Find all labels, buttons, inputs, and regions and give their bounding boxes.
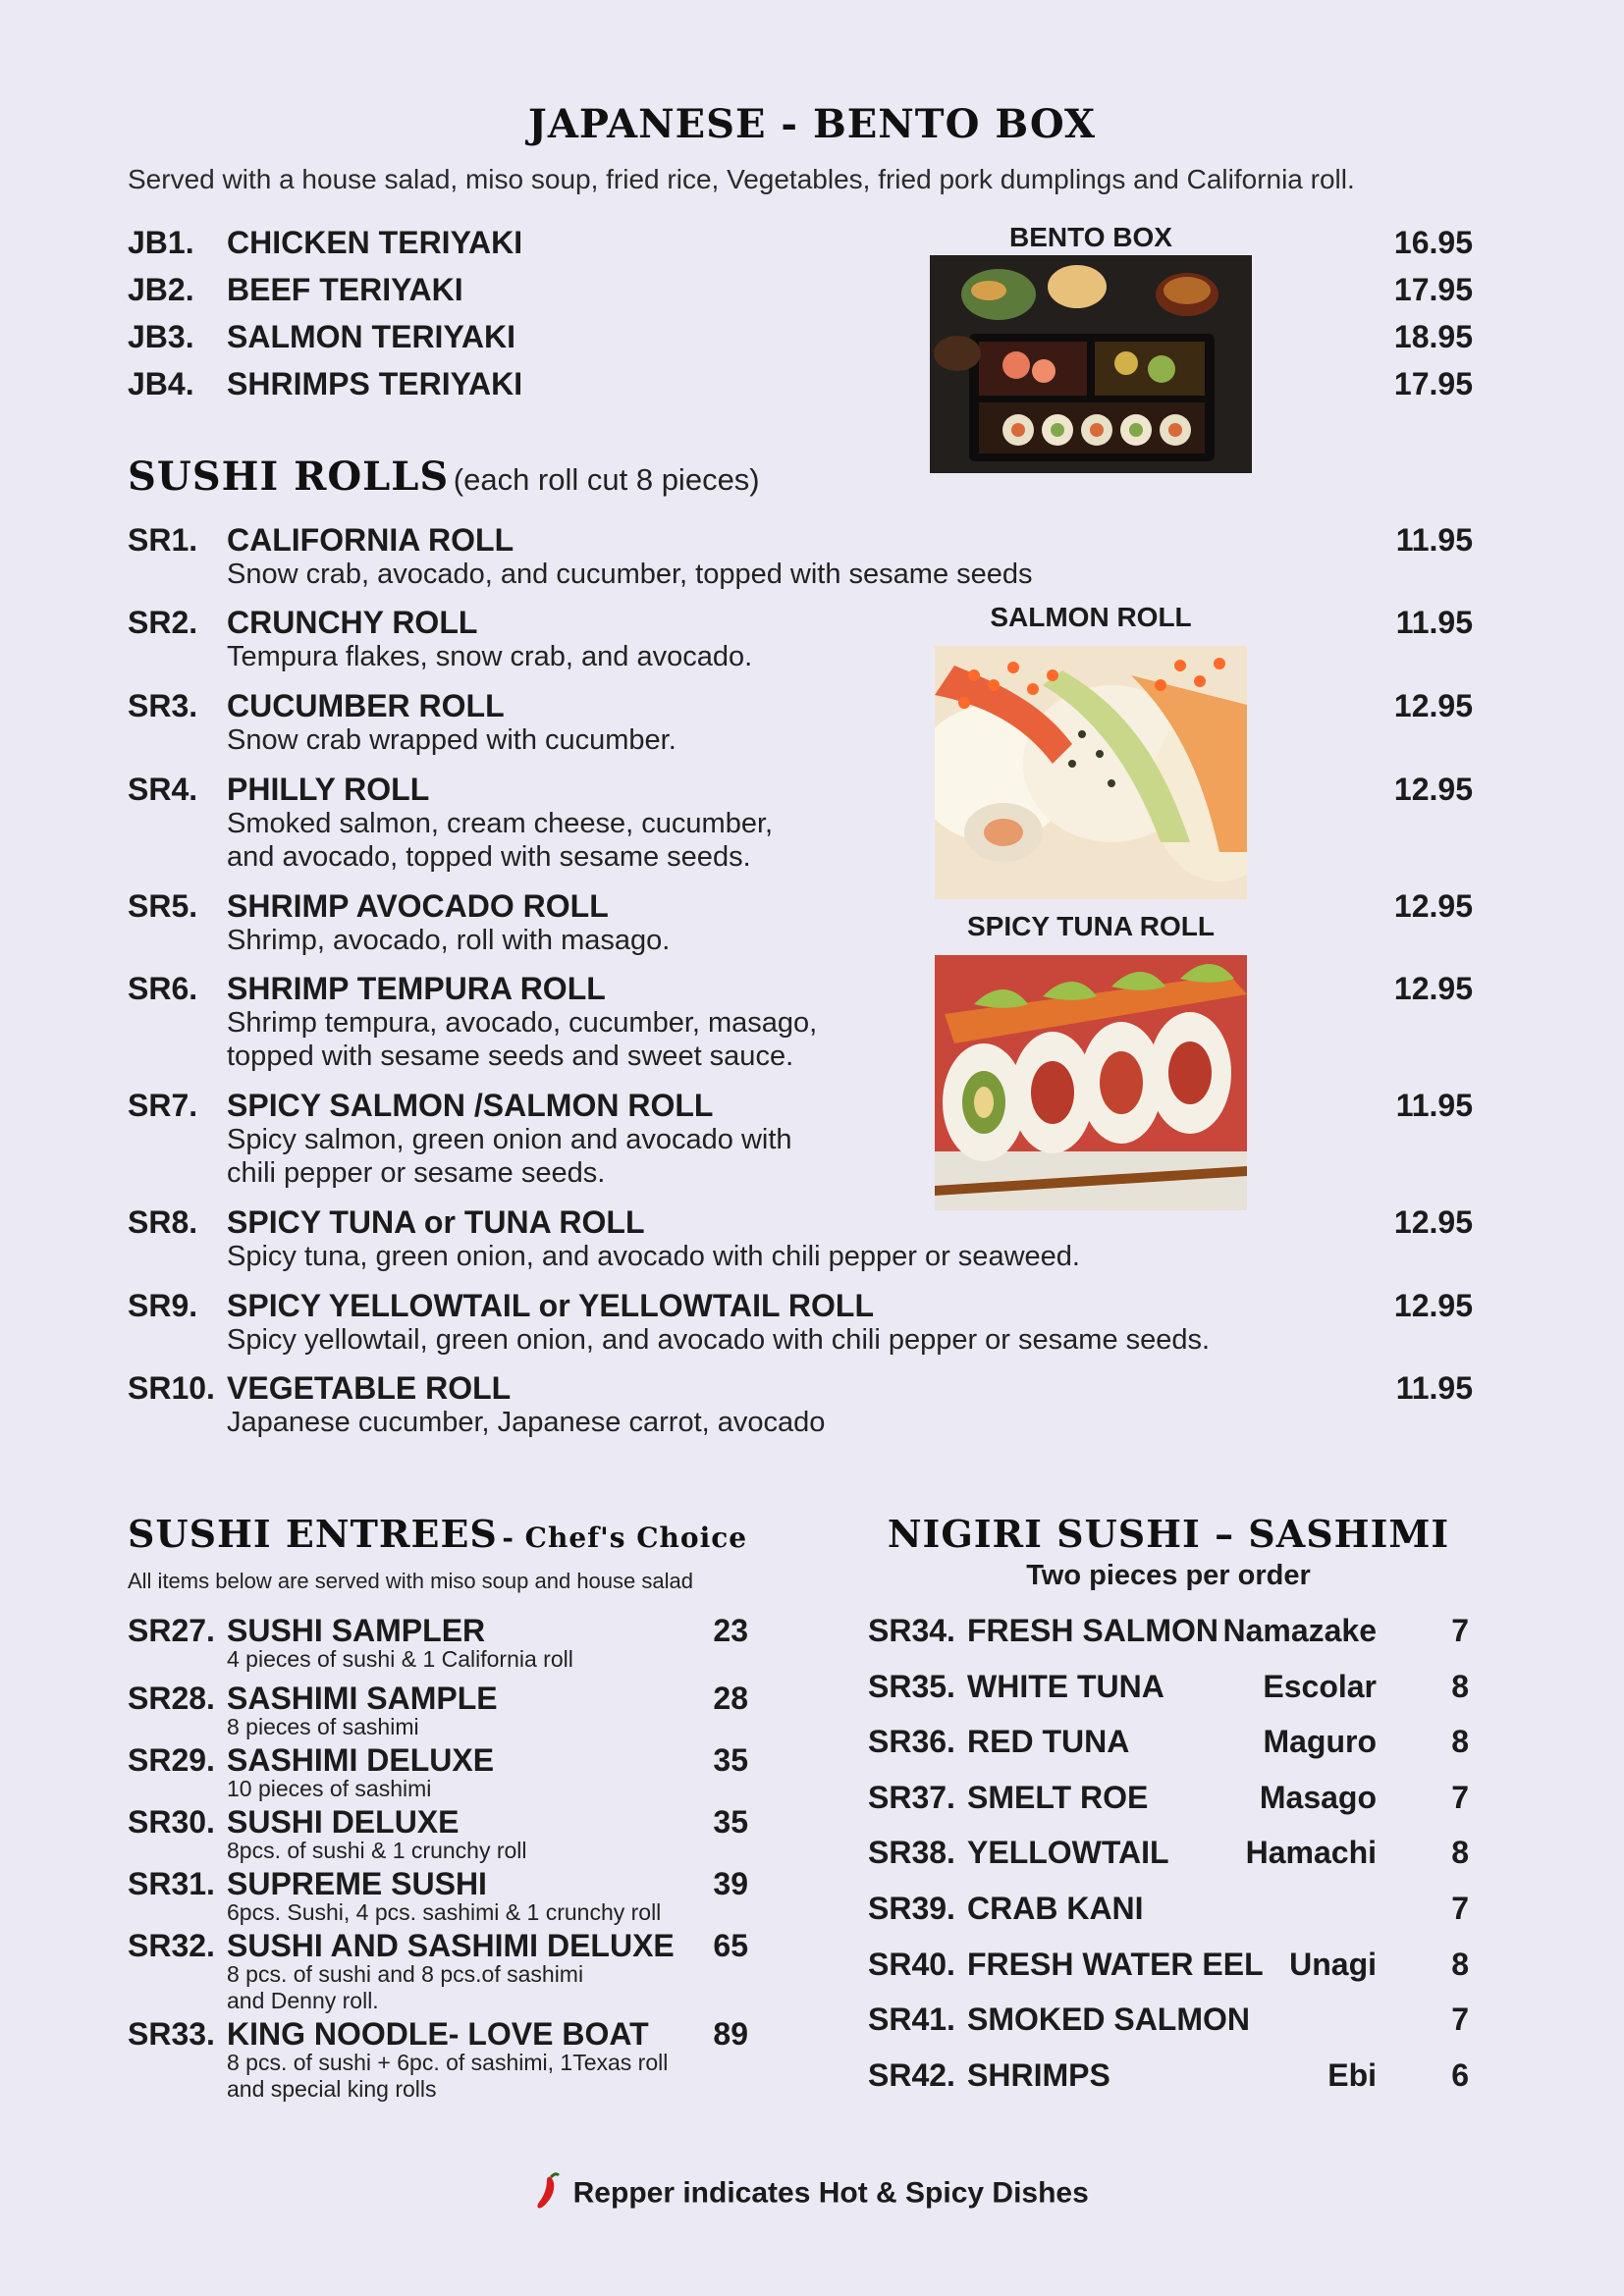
item-japanese-name: Ebi xyxy=(1327,2057,1377,2093)
item-description: and avocado, topped with sesame seeds. xyxy=(227,841,751,873)
item-price: 8 xyxy=(1451,1835,1469,1870)
item-name: SHRIMP AVOCADO ROLL xyxy=(227,888,609,924)
item-code: SR2. xyxy=(128,605,198,640)
item-code: JB1. xyxy=(128,225,194,260)
item-price: 12.95 xyxy=(1393,888,1473,924)
item-description: Snow crab, avocado, and cucumber, topped with sesame seeds xyxy=(227,559,1033,590)
item-description: Spicy tuna, green onion, and avocado with chili pepper or seaweed. xyxy=(227,1241,1080,1272)
item-price: 7 xyxy=(1451,1780,1469,1815)
item-code: SR7. xyxy=(128,1088,198,1123)
item-name: YELLOWTAIL xyxy=(967,1835,1169,1870)
item-price: 35 xyxy=(713,1742,748,1778)
item-code: SR5. xyxy=(128,888,198,924)
item-name: CALIFORNIA ROLL xyxy=(227,522,514,558)
item-code: SR37. xyxy=(868,1780,955,1815)
item-price: 35 xyxy=(713,1804,748,1840)
item-code: JB4. xyxy=(128,366,194,401)
item-description: Japanese cucumber, Japanese carrot, avocado xyxy=(227,1407,826,1438)
item-name: SPICY TUNA or TUNA ROLL xyxy=(227,1204,645,1240)
item-description: Smoked salmon, cream cheese, cucumber, xyxy=(227,808,774,839)
item-code: SR1. xyxy=(128,522,198,558)
item-price: 12.95 xyxy=(1393,688,1473,723)
item-price: 11.95 xyxy=(1395,1370,1473,1406)
item-name: BEEF TERIYAKI xyxy=(227,272,463,307)
item-description: chili pepper or sesame seeds. xyxy=(227,1157,606,1189)
item-description: Spicy yellowtail, green onion, and avocado with chili pepper or sesame seeds. xyxy=(227,1324,1211,1356)
item-name: SUSHI DELUXE xyxy=(227,1804,460,1840)
salmon-roll-caption: SALMON ROLL xyxy=(990,602,1192,632)
item-description: Shrimp tempura, avocado, cucumber, masago, xyxy=(227,1007,818,1039)
item-code: SR31. xyxy=(128,1866,215,1901)
item-japanese-name: Hamachi xyxy=(1245,1835,1377,1870)
item-name: SMOKED SALMON xyxy=(967,2002,1250,2037)
item-name: KING NOODLE- LOVE BOAT xyxy=(227,2016,649,2052)
sushi-entrees-note: All items below are served with miso soup and house salad xyxy=(128,1569,693,1593)
item-code: JB2. xyxy=(128,272,194,307)
item-name: CRUNCHY ROLL xyxy=(227,605,478,640)
item-price: 28 xyxy=(713,1681,748,1716)
item-name: FRESH WATER EEL xyxy=(967,1947,1264,1982)
nigiri-section-title: NIGIRI SUSHI – SASHIMI xyxy=(887,1512,1450,1556)
item-code: SR3. xyxy=(128,688,198,723)
item-price: 39 xyxy=(713,1866,748,1901)
item-name: SHRIMPS xyxy=(967,2057,1110,2093)
item-price: 7 xyxy=(1451,1891,1469,1926)
item-description: 8 pieces of sashimi xyxy=(227,1714,419,1739)
item-price: 8 xyxy=(1451,1947,1469,1982)
bento-description: Served with a house salad, miso soup, fried rice, Vegetables, fried pork dumplings and California roll. xyxy=(128,164,1355,194)
bento-box-photo xyxy=(930,255,1252,473)
bento-section-title: JAPANESE - BENTO BOX xyxy=(527,101,1097,147)
item-description: 8 pcs. of sushi and 8 pcs.of sashimi xyxy=(227,1961,584,1987)
sushi-entrees-title: SUSHI ENTREES xyxy=(128,1512,498,1556)
item-name: RED TUNA xyxy=(967,1724,1130,1759)
item-code: SR42. xyxy=(868,2057,955,2093)
item-description: 4 pieces of sushi & 1 California roll xyxy=(227,1646,573,1672)
item-price: 7 xyxy=(1451,2002,1469,2037)
item-name: SMELT ROE xyxy=(967,1780,1149,1815)
item-description: 6pcs. Sushi, 4 pcs. sashimi & 1 crunchy roll xyxy=(227,1899,662,1925)
item-code: SR29. xyxy=(128,1742,215,1778)
item-code: SR32. xyxy=(128,1928,215,1963)
sushi-rolls-note: (each roll cut 8 pieces) xyxy=(453,462,760,497)
item-price: 11.95 xyxy=(1395,1088,1473,1123)
item-code: SR28. xyxy=(128,1681,215,1716)
item-code: SR4. xyxy=(128,772,198,807)
item-price: 12.95 xyxy=(1393,772,1473,807)
item-description: and Denny roll. xyxy=(227,1988,379,2013)
item-code: SR38. xyxy=(868,1835,955,1870)
item-description: Snow crab wrapped with cucumber. xyxy=(227,724,677,756)
item-code: SR30. xyxy=(128,1804,215,1840)
item-name: SUSHI SAMPLER xyxy=(227,1613,486,1648)
item-description: Shrimp, avocado, roll with masago. xyxy=(227,925,671,956)
item-description: 10 pieces of sashimi xyxy=(227,1776,432,1801)
item-description: 8pcs. of sushi & 1 crunchy roll xyxy=(227,1838,527,1863)
item-name: SUPREME SUSHI xyxy=(227,1866,487,1901)
item-name: SUSHI AND SASHIMI DELUXE xyxy=(227,1928,675,1963)
item-price: 6 xyxy=(1451,2057,1469,2093)
item-japanese-name: Masago xyxy=(1259,1780,1377,1815)
spicy-legend xyxy=(0,2171,1624,2216)
item-price: 17.95 xyxy=(1393,272,1473,307)
item-code: SR33. xyxy=(128,2016,215,2052)
item-code: SR9. xyxy=(128,1288,198,1323)
item-price: 12.95 xyxy=(1393,1204,1473,1240)
item-price: 7 xyxy=(1451,1613,1469,1648)
item-price: 65 xyxy=(713,1928,748,1963)
item-code: SR36. xyxy=(868,1724,955,1759)
item-name: SASHIMI SAMPLE xyxy=(227,1681,498,1716)
item-price: 12.95 xyxy=(1393,1288,1473,1323)
item-price: 16.95 xyxy=(1393,225,1473,260)
item-code: SR8. xyxy=(128,1204,198,1240)
spicy-legend-text: Repper indicates Hot & Spicy Dishes xyxy=(572,2176,1089,2210)
item-price: 89 xyxy=(713,2016,748,2052)
item-name: SHRIMP TEMPURA ROLL xyxy=(227,971,606,1006)
item-description: Spicy salmon, green onion and avocado with xyxy=(227,1124,792,1155)
sushi-rolls-title: SUSHI ROLLS xyxy=(128,454,450,500)
salmon-roll-photo xyxy=(935,646,1247,899)
item-japanese-name: Unagi xyxy=(1289,1947,1377,1982)
item-japanese-name: Escolar xyxy=(1263,1669,1377,1704)
item-name: SALMON TERIYAKI xyxy=(227,319,515,354)
item-name: WHITE TUNA xyxy=(967,1669,1164,1704)
item-price: 18.95 xyxy=(1393,319,1473,354)
item-name: CRAB KANI xyxy=(967,1891,1144,1926)
item-price: 11.95 xyxy=(1395,522,1473,558)
item-name: CUCUMBER ROLL xyxy=(227,688,505,723)
item-code: SR40. xyxy=(868,1947,955,1982)
item-description: and special king rolls xyxy=(227,2076,437,2102)
item-price: 11.95 xyxy=(1395,605,1473,640)
chili-pepper-icon xyxy=(535,2171,561,2216)
item-japanese-name: Namazake xyxy=(1222,1613,1377,1648)
item-name: VEGETABLE ROLL xyxy=(227,1370,512,1406)
item-price: 8 xyxy=(1451,1669,1469,1704)
item-code: SR27. xyxy=(128,1613,215,1648)
spicy-tuna-roll-caption: SPICY TUNA ROLL xyxy=(966,911,1215,941)
item-description: topped with sesame seeds and sweet sauce. xyxy=(227,1041,794,1072)
item-price: 23 xyxy=(713,1613,748,1648)
item-code: SR10. xyxy=(128,1370,215,1406)
item-name: SHRIMPS TERIYAKI xyxy=(227,366,523,401)
nigiri-subtitle: Two pieces per order xyxy=(1026,1560,1311,1591)
item-name: FRESH SALMON xyxy=(967,1613,1218,1648)
item-code: SR39. xyxy=(868,1891,955,1926)
item-name: SPICY SALMON /SALMON ROLL xyxy=(227,1088,714,1123)
item-price: 12.95 xyxy=(1393,971,1473,1006)
item-description: 8 pcs. of sushi + 6pc. of sashimi, 1Texas roll xyxy=(227,2050,669,2075)
item-price: 17.95 xyxy=(1393,366,1473,401)
item-code: SR6. xyxy=(128,971,198,1006)
sushi-entrees-heading xyxy=(128,1512,747,1556)
sushi-rolls-heading xyxy=(128,454,760,500)
item-name: SPICY YELLOWTAIL or YELLOWTAIL ROLL xyxy=(227,1288,874,1323)
item-name: PHILLY ROLL xyxy=(227,772,430,807)
item-code: SR35. xyxy=(868,1669,955,1704)
item-description: Tempura flakes, snow crab, and avocado. xyxy=(227,641,753,672)
item-code: SR41. xyxy=(868,2002,955,2037)
item-price: 8 xyxy=(1451,1724,1469,1759)
item-name: CHICKEN TERIYAKI xyxy=(227,225,523,260)
sushi-entrees-subtitle: - Chef's Choice xyxy=(502,1522,748,1554)
bento-photo-caption: BENTO BOX xyxy=(1009,222,1172,252)
spicy-tuna-roll-photo xyxy=(935,955,1247,1210)
item-japanese-name: Maguro xyxy=(1263,1724,1377,1759)
item-code: JB3. xyxy=(128,319,194,354)
item-name: SASHIMI DELUXE xyxy=(227,1742,495,1778)
item-code: SR34. xyxy=(868,1613,955,1648)
